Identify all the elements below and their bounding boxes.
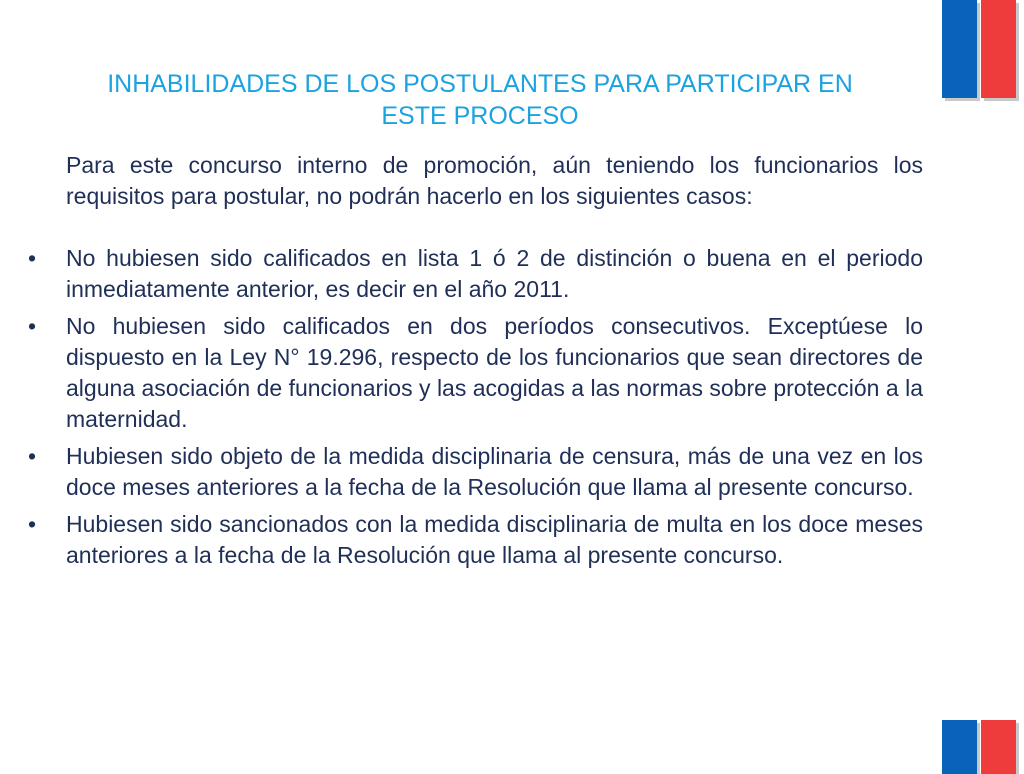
slide-content — [28, 150, 923, 577]
flag-blue-block — [942, 720, 977, 774]
bullet-marker: • — [28, 313, 37, 339]
flag-blue-block — [942, 0, 977, 98]
list-item-text: Hubiesen sido sancionados con la medida disciplinaria de multa en los doce meses anteriores a la fecha de la Resolución que llama al presente concurso. — [66, 511, 923, 568]
slide-title-line-2: ESTE PROCESO — [381, 102, 579, 130]
list-item — [28, 441, 923, 503]
list-item-text: Hubiesen sido objeto de la medida disciplinaria de censura, más de una vez en los doce meses anteriores a la fecha de la Resolución que llama al presente concurso. — [66, 443, 923, 500]
flag-red-block — [981, 0, 1016, 98]
list-item-text: No hubiesen sido calificados en dos períodos consecutivos. Exceptúese lo dispuesto en la Ley N° 19.296, respecto de los funcionarios que sean directores de alguna asociación de funcionarios y las acogidas a las normas sobre protección a la maternidad. — [66, 313, 923, 432]
flag-decoration-top — [942, 0, 1016, 98]
bullet-marker: • — [28, 511, 37, 537]
list-item — [28, 509, 923, 571]
list-item-text: No hubiesen sido calificados en lista 1 ó 2 de distinción o buena en el periodo inmediatamente anterior, es decir en el año 2011. — [66, 245, 923, 302]
intro-paragraph: Para este concurso interno de promoción, aún teniendo los funcionarios los requisitos para postular, no podrán hacerlo en los siguientes casos: — [66, 152, 923, 209]
slide-title-line-1: INHABILIDADES DE LOS POSTULANTES PARA PARTICIPAR EN — [107, 70, 853, 98]
flag-red-block — [981, 720, 1016, 774]
bullet-list — [28, 243, 923, 571]
bullet-marker: • — [28, 443, 37, 469]
bullet-marker: • — [28, 245, 37, 271]
list-item — [28, 311, 923, 435]
flag-decoration-bottom — [942, 720, 1016, 774]
slide-title — [30, 68, 930, 132]
list-item — [28, 243, 923, 305]
